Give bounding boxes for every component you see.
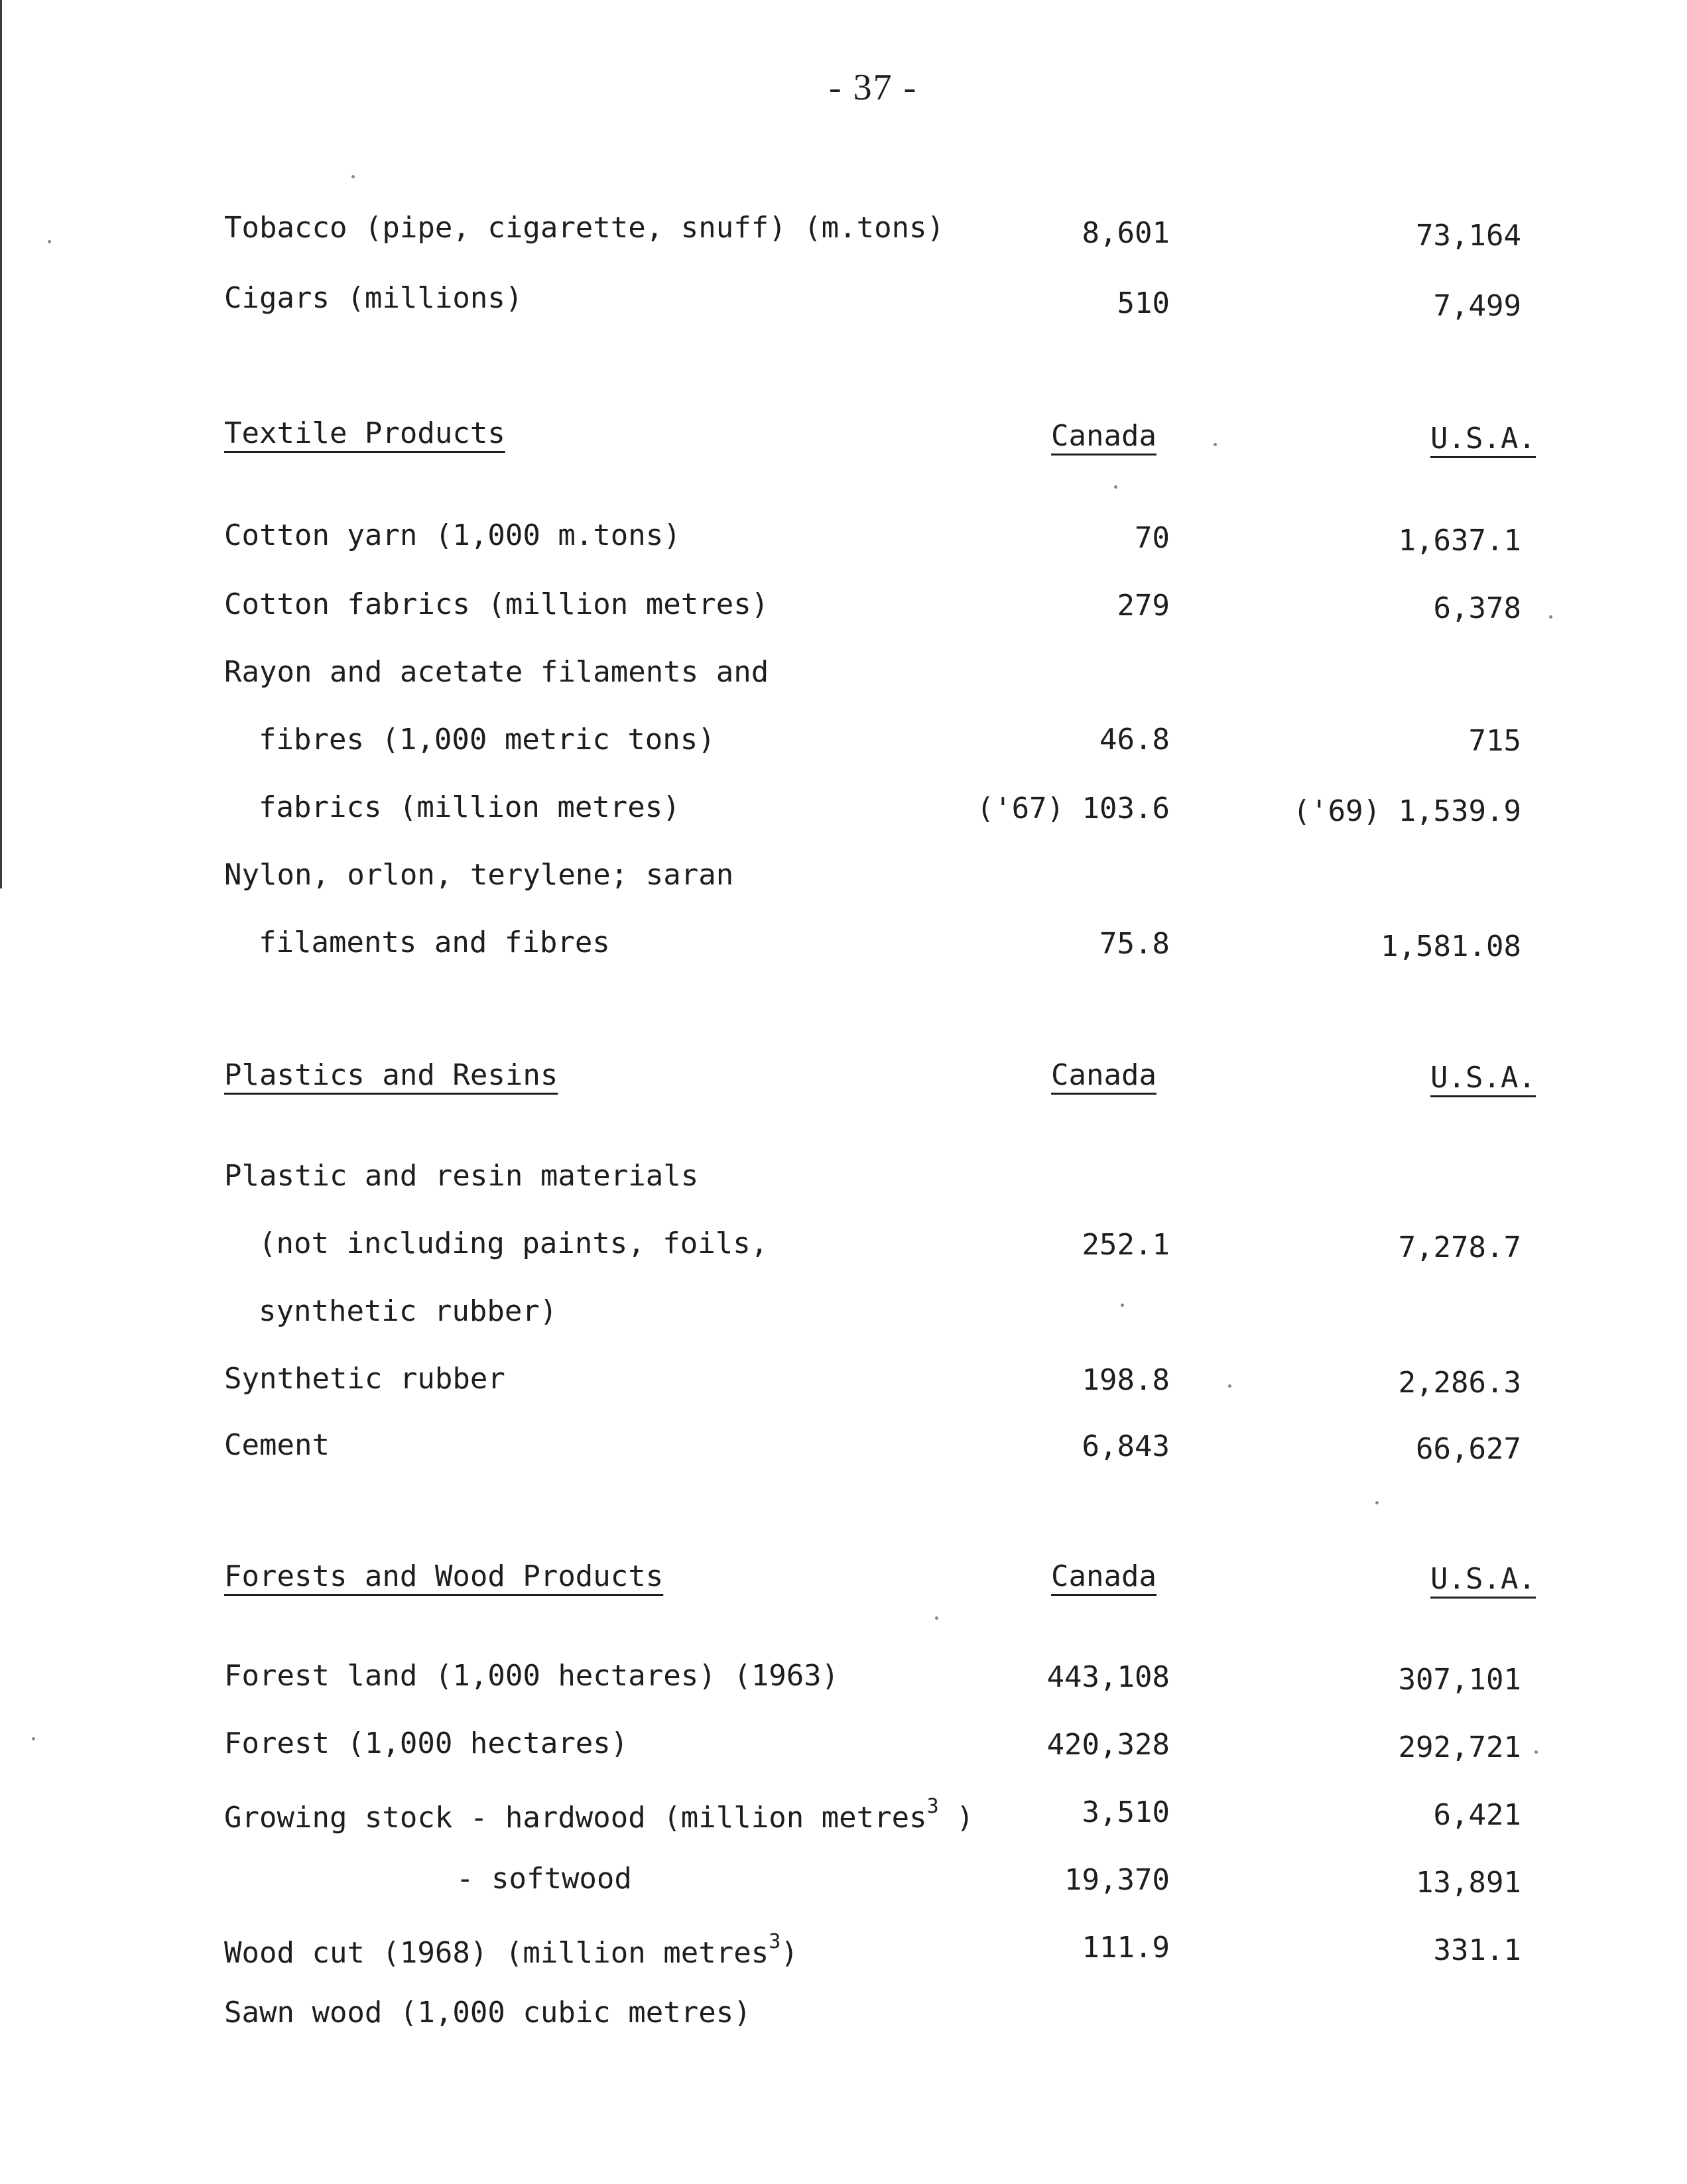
column-header-canada: Canada: [1051, 1559, 1156, 1593]
value-canada-wood-cut: 111.9: [1082, 1931, 1170, 1965]
value-usa-plastic: 7,278.7: [1398, 1231, 1521, 1264]
value-usa-forest: 292,721: [1398, 1730, 1521, 1764]
row-label-cotton-yarn: Cotton yarn (1,000 m.tons): [224, 518, 681, 552]
value-usa-tobacco: 73,164: [1416, 219, 1521, 253]
value-canada-hardwood: 3,510: [1082, 1795, 1170, 1829]
scan-speck: [48, 240, 51, 243]
value-usa-cotton-fabrics: 6,378: [1433, 591, 1521, 625]
row-label-forest: Forest (1,000 hectares): [224, 1727, 629, 1760]
scan-speck: [935, 1616, 938, 1620]
superscript-3: 3: [769, 1930, 781, 1953]
value-canada-plastic: 252.1: [1082, 1228, 1170, 1262]
section-title-plastics: Plastics and Resins: [224, 1058, 558, 1092]
column-header-canada: Canada: [1051, 1058, 1156, 1092]
growing-stock-tail: ): [938, 1801, 974, 1835]
scan-speck: [32, 1737, 35, 1740]
scan-speck: [1375, 1501, 1379, 1504]
page-edge-rule: [0, 0, 2, 888]
value-usa-rayon-fabrics: ('69) 1,539.9: [1292, 794, 1521, 828]
row-label-rayon: Rayon and acetate filaments and: [224, 655, 769, 689]
growing-stock-text: Growing stock - hardwood (million metres: [224, 1801, 927, 1835]
value-usa-synthetic-rubber: 2,286.3: [1398, 1366, 1521, 1400]
column-header-usa: U.S.A.: [1430, 1562, 1536, 1596]
value-canada-synthetic-rubber: 198.8: [1082, 1363, 1170, 1397]
row-label-synthetic-rubber-note: synthetic rubber): [259, 1294, 558, 1328]
row-label-cotton-fabrics: Cotton fabrics (million metres): [224, 587, 769, 621]
scan-speck: [351, 175, 355, 178]
row-label-not-including: (not including paints, foils,: [259, 1227, 769, 1260]
scan-speck: [1549, 615, 1552, 619]
value-usa-rayon-fibres: 715: [1468, 724, 1521, 758]
row-label-forest-land: Forest land (1,000 hectares) (1963): [224, 1659, 840, 1693]
value-usa-softwood: 13,891: [1416, 1866, 1521, 1900]
value-usa-nylon: 1,581.08: [1381, 930, 1521, 963]
scan-speck: [1121, 1304, 1124, 1307]
superscript-3: 3: [926, 1795, 939, 1818]
row-label-nylon: Nylon, orlon, terylene; saran: [224, 858, 734, 892]
column-header-usa: U.S.A.: [1430, 422, 1536, 455]
value-canada-tobacco: 8,601: [1082, 216, 1170, 250]
scan-speck: [1534, 1750, 1538, 1754]
section-title-forests: Forests and Wood Products: [224, 1559, 664, 1593]
row-label-cigars: Cigars (millions): [224, 281, 523, 315]
row-label-rayon-fabrics: fabrics (million metres): [259, 790, 680, 824]
wood-cut-tail: ): [781, 1936, 798, 1970]
value-canada-cigars: 510: [1117, 286, 1170, 320]
row-label-softwood: - softwood: [456, 1862, 632, 1896]
value-usa-forest-land: 307,101: [1398, 1663, 1521, 1697]
value-canada-rayon-fibres: 46.8: [1099, 723, 1170, 757]
value-canada-nylon: 75.8: [1099, 927, 1170, 961]
row-label-plastic-resin: Plastic and resin materials: [224, 1159, 699, 1193]
wood-cut-text: Wood cut (1968) (million metres: [224, 1936, 769, 1970]
scan-speck: [1214, 443, 1217, 446]
value-usa-cigars: 7,499: [1433, 289, 1521, 323]
value-canada-forest: 420,328: [1046, 1728, 1170, 1762]
value-usa-cotton-yarn: 1,637.1: [1398, 524, 1521, 558]
row-label-wood-cut: [224, 1932, 798, 1968]
value-canada-forest-land: 443,108: [1046, 1660, 1170, 1694]
value-canada-cotton-yarn: 70: [1135, 521, 1170, 555]
value-usa-hardwood: 6,421: [1433, 1798, 1521, 1832]
value-usa-cement: 66,627: [1416, 1432, 1521, 1466]
value-canada-cement: 6,843: [1082, 1429, 1170, 1463]
row-label-growing-stock: [224, 1797, 974, 1833]
row-label-rayon-fibres: fibres (1,000 metric tons): [259, 723, 716, 757]
page-number: - 37 -: [829, 67, 918, 108]
scan-speck: [1228, 1384, 1231, 1388]
section-title-textile: Textile Products: [224, 416, 505, 450]
value-usa-wood-cut: 331.1: [1433, 1933, 1521, 1967]
row-label-cement: Cement: [224, 1428, 330, 1462]
scan-speck: [1114, 485, 1117, 489]
row-label-nylon-filaments: filaments and fibres: [259, 926, 610, 959]
value-canada-rayon-fabrics: ('67) 103.6: [976, 792, 1170, 825]
row-label-sawn-wood: Sawn wood (1,000 cubic metres): [224, 1996, 751, 2030]
column-header-usa: U.S.A.: [1430, 1061, 1536, 1095]
row-label-synthetic-rubber: Synthetic rubber: [224, 1362, 505, 1396]
value-canada-softwood: 19,370: [1064, 1863, 1170, 1897]
row-label-tobacco: Tobacco (pipe, cigarette, snuff) (m.tons): [224, 211, 945, 245]
value-canada-cotton-fabrics: 279: [1117, 589, 1170, 623]
column-header-canada: Canada: [1051, 419, 1156, 453]
